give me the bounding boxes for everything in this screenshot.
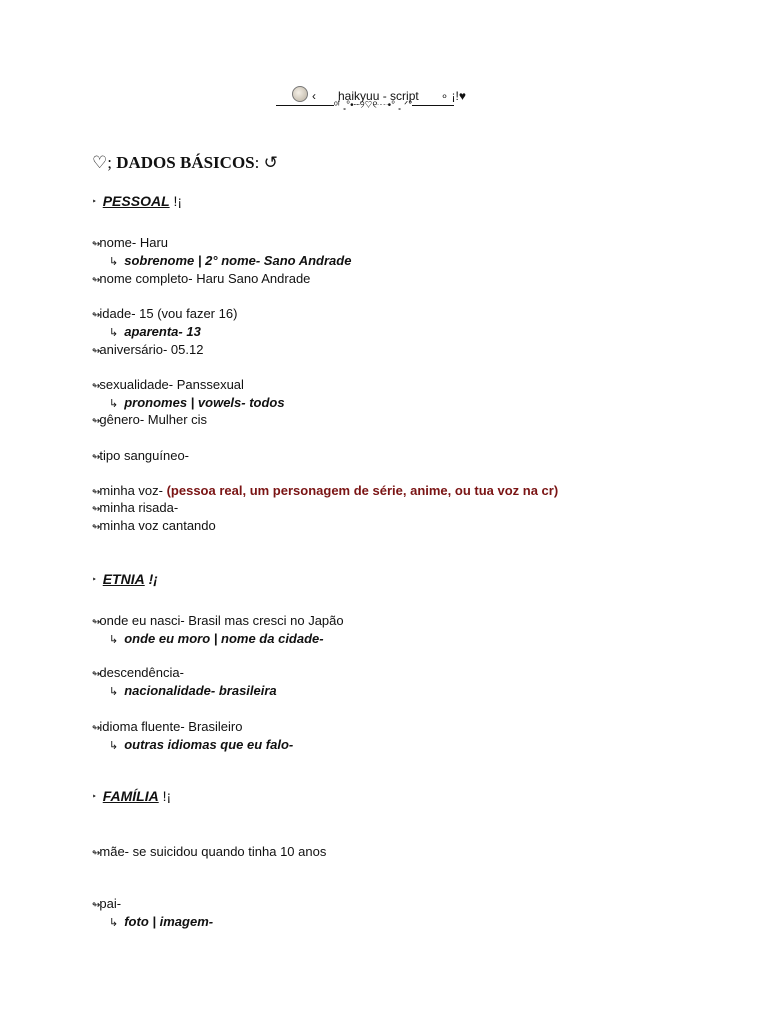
list-item xyxy=(92,518,216,533)
list-item xyxy=(92,448,189,463)
item-text: gênero- Mulher cis xyxy=(99,412,208,427)
section-mark: !¡ xyxy=(148,571,158,587)
arrow-icon: ↬ xyxy=(92,522,100,533)
section-heading-familia xyxy=(92,788,171,804)
arrow-icon: ↬ xyxy=(92,310,100,321)
section-label: FAMÍLIA xyxy=(102,788,159,804)
divider-rule-left xyxy=(276,105,334,106)
arrow-icon: ↬ xyxy=(92,848,100,859)
list-item xyxy=(92,665,184,680)
item-text: nome completo- Haru Sano Andrade xyxy=(99,271,311,286)
sub-item xyxy=(109,324,201,339)
section-label: PESSOAL xyxy=(102,193,170,209)
item-text: minha voz- xyxy=(99,483,163,498)
title-text: DADOS BÁSICOS xyxy=(116,153,255,172)
hook-arrow-icon: ↳ xyxy=(109,398,119,410)
item-text: onde eu nasci- Brasil mas cresci no Japão xyxy=(99,613,344,628)
item-text: mãe- se suicidou quando tinha 10 anos xyxy=(99,844,327,859)
section-label: ETNIA xyxy=(102,571,145,587)
list-item xyxy=(92,719,242,734)
section-mark: !¡ xyxy=(173,193,183,209)
arrow-icon: ↬ xyxy=(92,275,100,286)
arrow-icon: ↬ xyxy=(92,900,100,911)
sub-item xyxy=(109,683,277,698)
list-item xyxy=(92,500,178,515)
item-text: aparenta- 13 xyxy=(124,324,201,339)
header-divider xyxy=(276,100,454,111)
section-heading-etnia xyxy=(92,571,158,587)
item-text: pronomes | vowels- todos xyxy=(124,395,285,410)
triangle-bullet-icon: ‣ xyxy=(92,197,97,206)
item-text: onde eu moro | nome da cidade- xyxy=(124,631,324,646)
arrow-icon: ↬ xyxy=(92,381,100,392)
hook-arrow-icon: ↳ xyxy=(109,634,119,646)
section-heading-pessoal xyxy=(92,193,182,209)
voice-note: (pessoa real, um personagem de série, anime, ou tua voz na cr) xyxy=(166,483,559,498)
sub-item xyxy=(109,395,285,410)
list-item xyxy=(92,271,310,286)
arrow-icon: ↬ xyxy=(92,487,100,498)
item-text: pai- xyxy=(99,896,122,911)
page-title xyxy=(92,153,278,173)
item-text: sexualidade- Panssexual xyxy=(99,377,244,392)
arrow-icon: ↬ xyxy=(92,416,100,427)
list-item xyxy=(92,483,558,498)
hook-arrow-icon: ↳ xyxy=(109,256,119,268)
item-text: idioma fluente- Brasileiro xyxy=(99,719,243,734)
header-left-glyph: ‹ xyxy=(312,89,316,103)
list-item xyxy=(92,896,121,911)
triangle-bullet-icon: ‣ xyxy=(92,792,97,801)
hook-arrow-icon: ↳ xyxy=(109,327,119,339)
item-text: nacionalidade- brasileira xyxy=(124,683,277,698)
hook-arrow-icon: ↳ xyxy=(109,917,119,929)
divider-ornament: ᵒᶠ ˳°•┈୨♡୧┈•° ˳ ᐟ° xyxy=(334,100,413,111)
item-text: minha risada- xyxy=(99,500,179,515)
arrow-icon: ↬ xyxy=(92,723,100,734)
title-prefix: ♡; xyxy=(92,153,112,172)
arrow-icon: ↬ xyxy=(92,239,100,250)
hook-arrow-icon: ↳ xyxy=(109,686,119,698)
list-item xyxy=(92,377,244,392)
arrow-icon: ↬ xyxy=(92,452,100,463)
item-text: nome- Haru xyxy=(99,235,169,250)
section-mark: !¡ xyxy=(162,788,172,804)
arrow-icon: ↬ xyxy=(92,346,100,357)
sub-item xyxy=(109,737,293,752)
list-item xyxy=(92,306,237,321)
list-item xyxy=(92,613,344,628)
item-text: outras idiomas que eu falo- xyxy=(124,737,294,752)
list-item xyxy=(92,235,168,250)
sub-item xyxy=(109,631,324,646)
item-text: foto | imagem- xyxy=(124,914,214,929)
divider-rule-right xyxy=(412,105,454,106)
header-title: haikyuu - script xyxy=(338,89,419,103)
list-item xyxy=(92,844,326,859)
item-text: minha voz cantando xyxy=(99,518,216,533)
sub-item xyxy=(109,253,351,268)
list-item xyxy=(92,412,207,427)
arrow-icon: ↬ xyxy=(92,617,100,628)
triangle-bullet-icon: ‣ xyxy=(92,575,97,584)
header-right-glyphs: ∘ ¡!♥ xyxy=(440,89,467,103)
arrow-icon: ↬ xyxy=(92,504,100,515)
sub-item xyxy=(109,914,213,929)
item-text: aniversário- 05.12 xyxy=(99,342,204,357)
arrow-icon: ↬ xyxy=(92,669,100,680)
list-item xyxy=(92,342,203,357)
item-text: descendência- xyxy=(99,665,184,680)
hook-arrow-icon: ↳ xyxy=(109,740,119,752)
item-text: tipo sanguíneo- xyxy=(99,448,190,463)
title-suffix: : ↺ xyxy=(254,153,278,172)
item-text: idade- 15 (vou fazer 16) xyxy=(99,306,238,321)
item-text: sobrenome | 2° nome- Sano Andrade xyxy=(124,253,352,268)
